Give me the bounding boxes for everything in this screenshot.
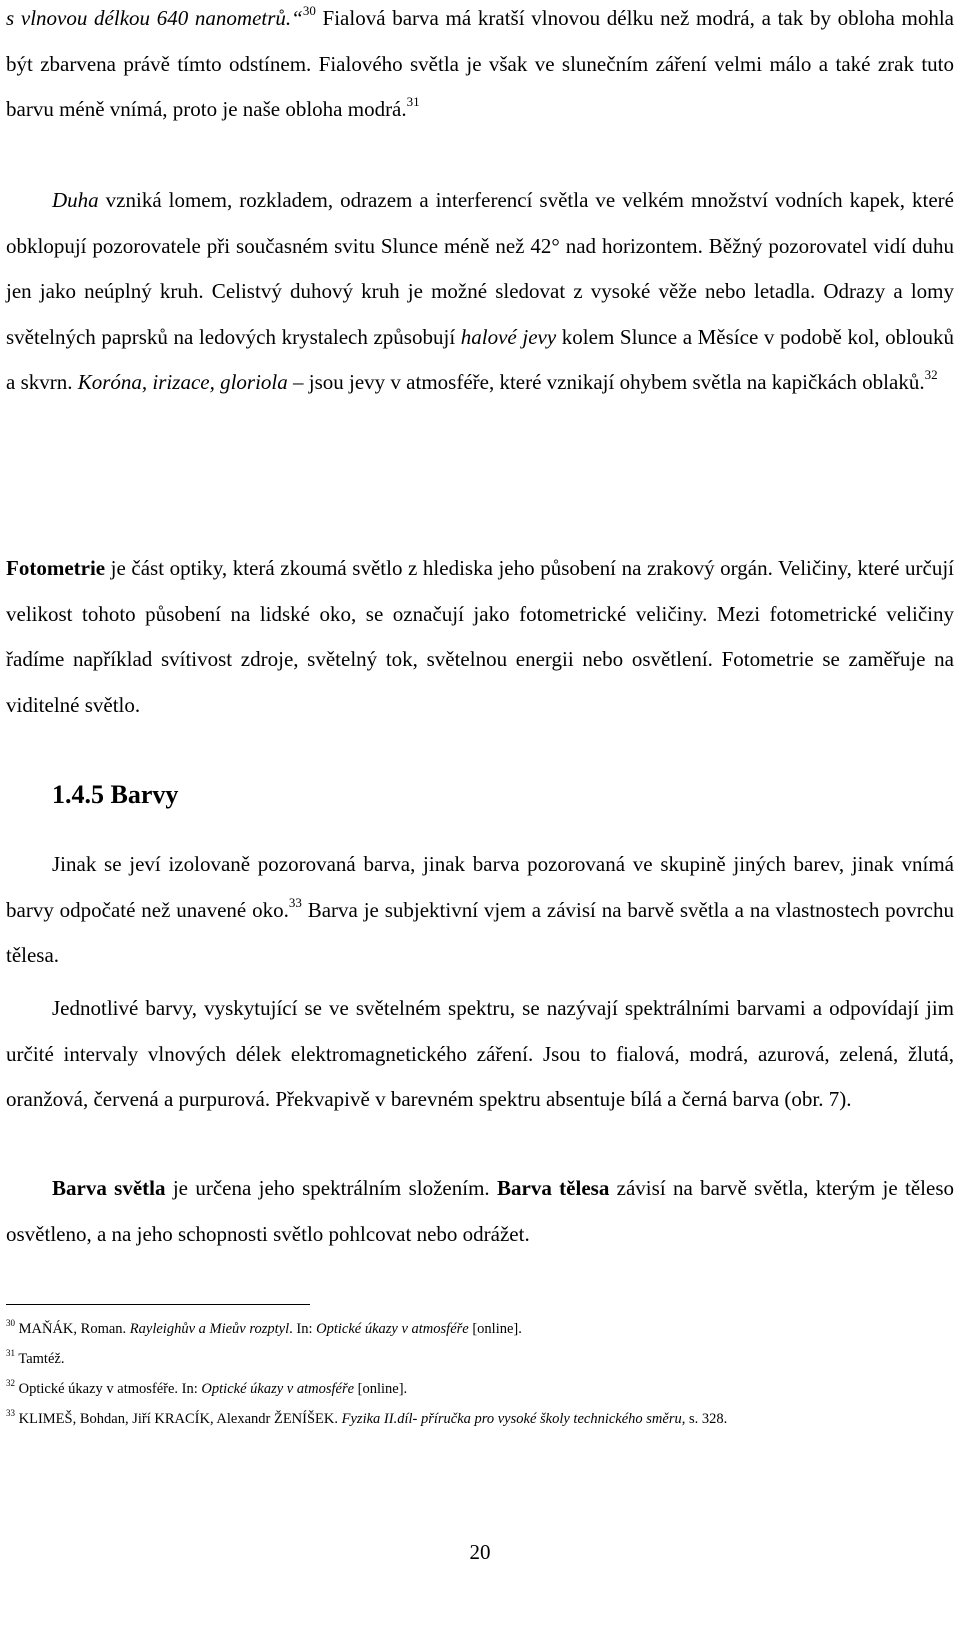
paragraph-text: Fialová barva má kratší vlnovou délku než modrá, a tak by obloha mohla být zbarvena právě tímto odstínem. Fialového světla je však ve slunečním záření velmi málo a také zrak tuto barvu méně vnímá, proto je naše obloha modrá.: [6, 6, 954, 121]
term-korona: Koróna, irizace, gloriola: [77, 370, 288, 394]
footnote-source: Optické úkazy v atmosféře: [201, 1381, 355, 1397]
footnote-number: 30: [6, 1318, 15, 1329]
footnote-title: Rayleighův a Mieův rozptyl: [129, 1321, 290, 1337]
paragraph-barvy-2: [6, 986, 954, 1123]
footnote-text: Optické úkazy v atmosféře. In:: [18, 1381, 202, 1397]
footnote-ref-30[interactable]: 30: [302, 3, 316, 18]
footnote-30: [6, 1320, 522, 1338]
footnote-ref-32[interactable]: 32: [924, 367, 938, 382]
term-duha: Duha: [52, 188, 99, 212]
paragraph-text: je určena jeho spektrálním složením.: [165, 1176, 498, 1200]
footnote-31: [6, 1350, 64, 1368]
paragraph-duha: [6, 178, 954, 406]
footnote-text: [online].: [468, 1321, 522, 1337]
footnote-number: 31: [6, 1348, 15, 1359]
paragraph-barvy-3: [6, 1166, 954, 1257]
footnote-ref-31[interactable]: 31: [406, 94, 420, 109]
paragraph-text: – jsou jevy v atmosféře, které vznikají ohybem světla na kapičkách oblaků.: [287, 370, 925, 394]
paragraph-text: kolem Slunce a Měsíce v podobě kol, oblouků a skvrn.: [6, 324, 955, 394]
paragraph-text: Jinak se jeví izolovaně pozorovaná barva, jinak barva pozorovaná ve skupině jiných barev, jinak vnímá barvy odpočaté než unavené oko.: [6, 852, 954, 922]
term-halove-jevy: halové jevy: [460, 324, 557, 349]
footnote-text: KLIMEŠ, Bohdan, Jiří KRACÍK, Alexandr ŽENÍŠEK.: [18, 1411, 342, 1427]
closing-quote: “: [291, 6, 303, 30]
term-fotometrie: Fotometrie: [6, 556, 106, 580]
footnote-text: [online].: [354, 1381, 408, 1397]
footnote-number: 33: [6, 1408, 15, 1419]
paragraph-text: vzniká lomem, rozkladem, odrazem a interferencí světla ve velkém množství vodních kapek, které obklopují pozorovatele při současném svitu Slunce méně než 42° nad horizontem. Běžný pozorovatel vidí duhu jen jako neúplný kruh. Celistvý duhový kruh je možné sledovat z vysoké věže nebo letadla. Odrazy a lomy světelných paprsků na ledových krystalech způsobují: [6, 188, 954, 349]
paragraph-text: Barva je subjektivní vjem a závisí na barvě světla a na vlastnostech povrchu tělesa.: [6, 897, 954, 967]
footnote-33: [6, 1410, 727, 1428]
footnote-number: 32: [6, 1378, 15, 1389]
paragraph-intro: [6, 0, 954, 133]
footnote-text: , s. 328.: [681, 1411, 728, 1427]
footnote-title: Fyzika II.díl- příručka pro vysoké školy technického směru: [341, 1411, 682, 1427]
footnote-divider: [6, 1304, 310, 1305]
paragraph-text: Jednotlivé barvy, vyskytující se ve světelném spektru, se nazývají spektrálními barvami a odpovídají jim určité intervaly vlnových délek elektromagnetického záření. Jsou to fialová, modrá, azurová, zelená, žlutá, oranžová, červená a purpurová. Překvapivě v barevném spektru absentuje bílá a černá barva (obr. 7).: [6, 996, 954, 1111]
italic-quote-end: s vlnovou délkou 640 nanometrů.: [6, 6, 292, 30]
footnote-text: . In:: [289, 1321, 317, 1337]
footnote-32: [6, 1380, 407, 1398]
footnote-ref-33[interactable]: 33: [288, 894, 302, 910]
term-barva-svetla: Barva světla: [52, 1176, 166, 1200]
section-heading: 1.4.5 Barvy: [52, 780, 179, 809]
footnote-text: MAŇÁK, Roman.: [18, 1321, 130, 1337]
paragraph-text: je část optiky, která zkoumá světlo z hlediska jeho působení na zrakový orgán. Veličiny, které určují velikost tohoto působení na lidské oko, se označují jako fotometrické veličiny. Mezi fotometrické veličiny řadíme například svítivost zdroje, světelný tok, světelnou energii nebo osvětlení. Fotometrie se zaměřuje na viditelné světlo.: [6, 556, 954, 717]
footnote-text: Tamtéž.: [18, 1351, 65, 1367]
paragraph-fotometrie: [6, 546, 954, 728]
page-number: 20: [469, 1540, 491, 1564]
paragraph-barvy-1: [6, 842, 954, 979]
paragraph-text: závisí na barvě světla, kterým je těleso osvětleno, a na jeho schopnosti světlo pohlcovat nebo odrážet.: [6, 1176, 954, 1246]
term-barva-telesa: Barva tělesa: [497, 1176, 610, 1200]
footnote-source: Optické úkazy v atmosféře: [316, 1321, 469, 1337]
